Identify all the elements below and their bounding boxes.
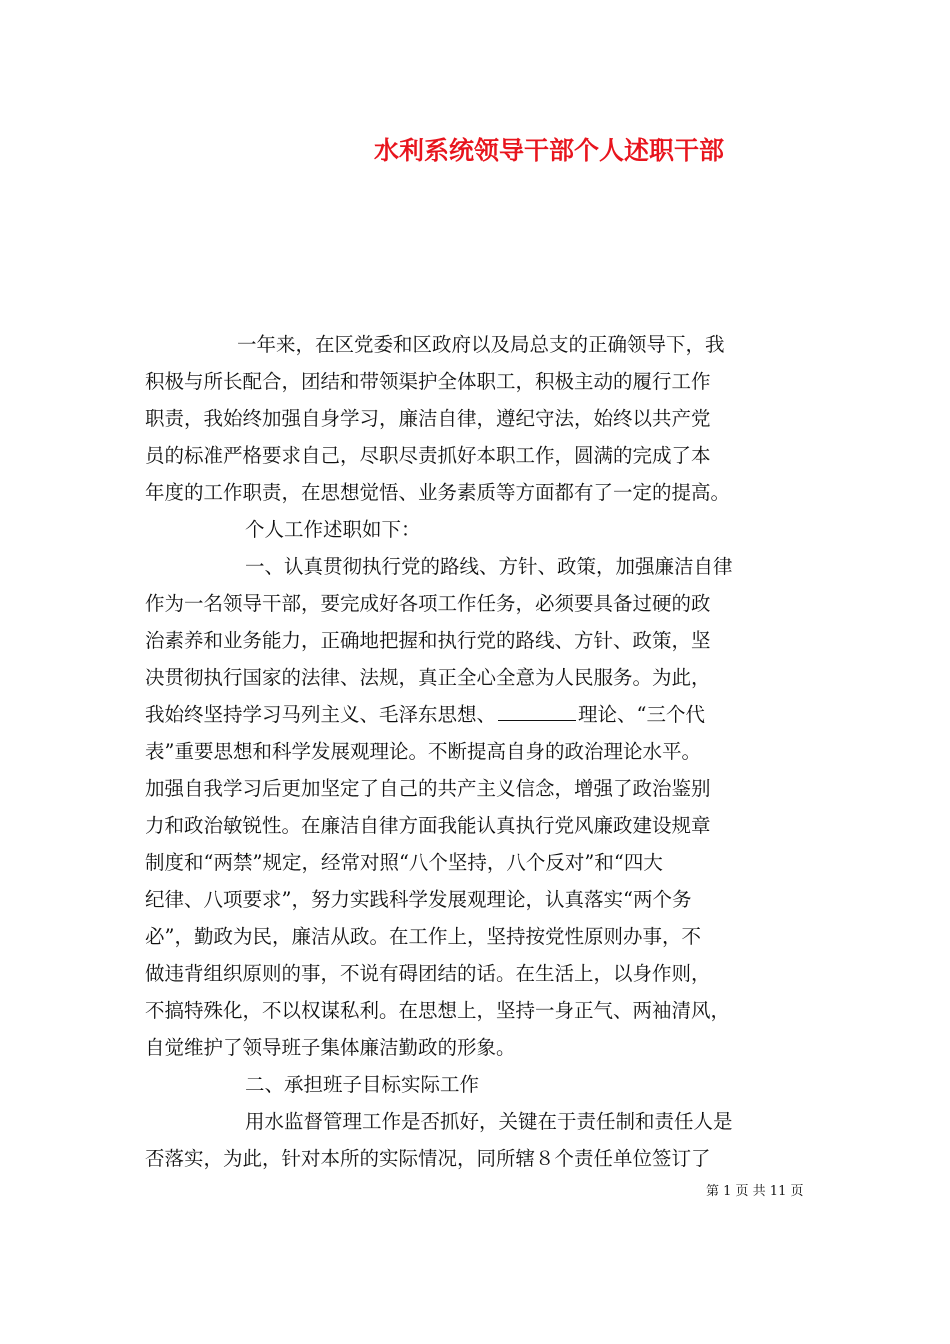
paragraph-line	[145, 992, 825, 1029]
paragraph-line	[145, 881, 825, 918]
paragraph-line	[145, 659, 825, 696]
line-text: 治素养和业务能力，正确地把握和执行党的路线、方针、政策，坚	[145, 629, 711, 652]
paragraph-line	[145, 548, 825, 585]
paragraph-line	[145, 622, 825, 659]
line-text: 我始终坚持学习马列主义、毛泽东思想、	[145, 703, 497, 726]
line-text: 决贯彻执行国家的法律、法规，真正全心全意为人民服务。为此，	[145, 666, 711, 689]
paragraph-line	[145, 400, 825, 437]
fill-in-blank	[498, 698, 576, 721]
line-text: 加强自我学习后更加坚定了自己的共产主义信念，增强了政治鉴别	[145, 777, 711, 800]
line-text: 自觉维护了领导班子集体廉洁勤政的形象。	[145, 1036, 516, 1059]
paragraph-line	[145, 1140, 825, 1177]
paragraph-line	[145, 1029, 825, 1066]
paragraph-line	[145, 918, 825, 955]
paragraph-line	[145, 585, 825, 622]
line-text: 不搞特殊化，不以权谋私利。在思想上，坚持一身正气、两袖清风，	[145, 999, 731, 1022]
line-text: 制度和“两禁”规定，经常对照“八个坚持，八个反对”和“四大	[145, 851, 663, 874]
line-text: 员的标准严格要求自己，尽职尽责抓好本职工作，圆满的完成了本	[145, 444, 711, 467]
line-text: 一年来，在区党委和区政府以及局总支的正确领导下，我	[237, 333, 725, 356]
document-body	[145, 326, 825, 1177]
line-text: 做违背组织原则的事，不说有碍团结的话。在生活上，以身作则，	[145, 962, 711, 985]
paragraph-line	[145, 326, 825, 363]
line-text: 必”，勤政为民，廉洁从政。在工作上，坚持按党性原则办事，不	[145, 925, 701, 948]
paragraph-line	[145, 363, 825, 400]
line-text-continued: 理论、“三个代	[578, 703, 705, 726]
line-text: 年度的工作职责，在思想觉悟、业务素质等方面都有了一定的提高。	[145, 481, 731, 504]
line-text: 表”重要思想和科学发展观理论。不断提高自身的政治理论水平。	[145, 740, 701, 763]
line-text: 力和政治敏锐性。在廉洁自律方面我能认真执行党风廉政建设规章	[145, 814, 711, 837]
line-text: 积极与所长配合，团结和带领渠护全体职工，积极主动的履行工作	[145, 370, 711, 393]
paragraph-line	[145, 955, 825, 992]
page-number-footer: 第 1 页 共 11 页	[706, 1184, 804, 1199]
line-text: 个人工作述职如下：	[245, 518, 421, 541]
line-text: 纪律、八项要求”，努力实践科学发展观理论，认真落实“两个务	[145, 888, 692, 911]
paragraph-line	[145, 807, 825, 844]
document-title: 水利系统领导干部个人述职干部	[374, 136, 725, 165]
paragraph-line	[145, 844, 825, 881]
line-text: 一、认真贯彻执行党的路线、方针、政策，加强廉洁自律	[245, 555, 733, 578]
line-text: 否落实，为此，针对本所的实际情况，同所辖８个责任单位签订了	[145, 1147, 711, 1170]
paragraph-line	[145, 511, 825, 548]
line-text: 二、承担班子目标实际工作	[245, 1073, 480, 1096]
paragraph-line	[145, 733, 825, 770]
line-text: 职责，我始终加强自身学习，廉洁自律，遵纪守法，始终以共产党	[145, 407, 711, 430]
paragraph-line	[145, 1103, 825, 1140]
paragraph-line	[145, 770, 825, 807]
paragraph-line	[145, 437, 825, 474]
paragraph-line	[145, 1066, 825, 1103]
paragraph-line	[145, 696, 825, 733]
line-text: 用水监督管理工作是否抓好，关键在于责任制和责任人是	[245, 1110, 733, 1133]
line-text: 作为一名领导干部，要完成好各项工作任务，必须要具备过硬的政	[145, 592, 711, 615]
paragraph-line	[145, 474, 825, 511]
